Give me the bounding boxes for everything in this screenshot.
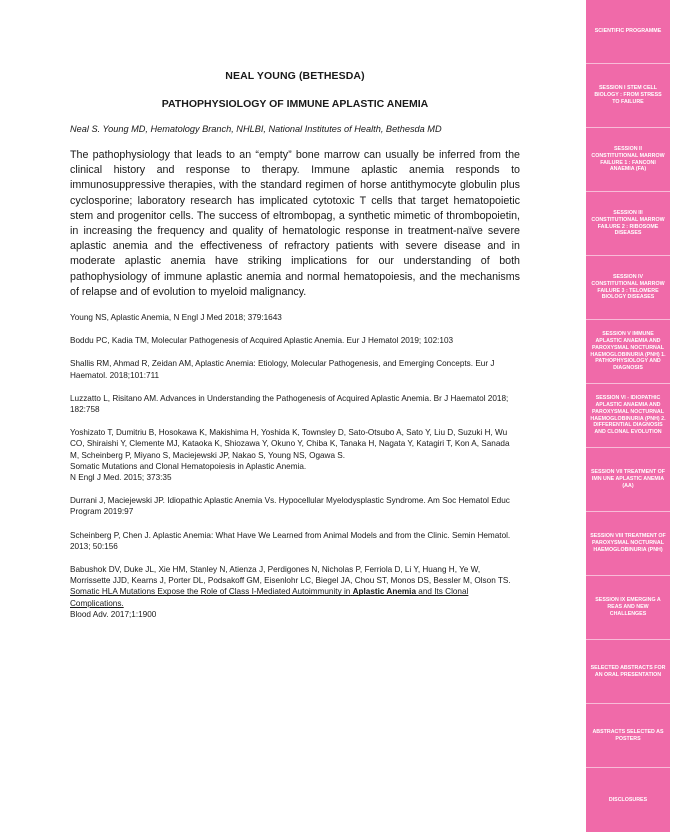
nav-poster-abstracts[interactable]: ABSTRACTS SELECTED AS POSTERS (586, 704, 670, 768)
nav-session-9[interactable]: SESSION IX EMERGING A REAS AND NEW CHALLENGES (586, 576, 670, 640)
session-sidebar (586, 0, 670, 832)
reference-authors: Yoshizato T, Dumitriu B, Hosokawa K, Makishima H, Yoshida K, Townsley D, Sato-Otsubo A, Sato Y, Liu D, Suzuki H, Wu CO, Shiraishi Y, Clemente MJ, Kataoka K, Shiozawa Y, Okuno Y, Chiba K, Tanaka H, Nagata Y, Katagiri T, Kon A, Sanada M, Scheinberg P, Miyano S, Maciejewski JP, Nakao S, Young NS, Ogawa S. (70, 428, 510, 460)
nav-session-5[interactable]: SESSION V IMMUNE APLASTIC ANAEMIA AND PAROXYSMAL NOCTURNAL HAEMOGLOBINURIA (PNH) 1. PATHOPHYSIOLOGY AND DIAGNOSIS (586, 320, 670, 384)
nav-oral-abstracts[interactable]: SELECTED ABSTRACTS FOR AN ORAL PRESENTATION (586, 640, 670, 704)
nav-disclosures[interactable]: DISCLOSURES (608, 796, 648, 803)
nav-session-7[interactable]: SESSION VII TREATMENT OF IMN UNE APLASTIC ANEMIA (AA) (586, 448, 670, 512)
speaker-heading: NEAL YOUNG (BETHESDA) (225, 70, 365, 82)
reference-list (70, 312, 520, 620)
reference-item: Durrani J, Maciejewski JP. Idiopathic Aplastic Anemia Vs. Hypocellular Myelodysplastic Syndrome. Am Soc Hematol Educ Program 2019:97 (70, 496, 510, 517)
reference-item: Young NS, Aplastic Anemia, N Engl J Med 2018; 379:1643 (70, 313, 282, 323)
reference-journal: N Engl J Med. 2015; 373:35 (70, 473, 172, 483)
reference-title-link[interactable] (70, 587, 468, 607)
abstract-title: PATHOPHYSIOLOGY OF IMMUNE APLASTIC ANEMIA (161, 98, 429, 110)
author-affiliation: Neal S. Young MD, Hematology Branch, NHLBI, National Institutes of Health, Bethesda MD (70, 124, 442, 134)
nav-session-6[interactable]: SESSION VI - IDIOPATHIC APLASTIC ANAEMIA AND PAROXYSMAL NOCTURNAL HAEMOGLOBINURIA (PNH) 2. DIFFERENTIAL DIAGNOSIS AND CLONAL EVOLUTION (586, 384, 670, 448)
reference-authors: Babushok DV, Duke JL, Xie HM, Stanley N, Atienza J, Perdigones N, Nicholas P, Ferriola D, Li Y, Huang H, Ye W, Morrissette JJD, Kearns J, Porter DL, Podsakoff GM, Eisenlohr LC, Biegel JA, Chou ST, Monos DS, Bessler M, Olson TS. (70, 565, 511, 586)
reference-link-text[interactable]: Somatic HLA Mutations Expose the Role of Class I-Mediated Autoimmunity in (70, 587, 351, 597)
reference-item-yoshizato (70, 427, 520, 483)
reference-item: Scheinberg P, Chen J. Aplastic Anemia: What Have We Learned from Animal Models and from the Clinic. Semin Hematol. 2013; 50:156 (70, 530, 511, 551)
nav-session-8[interactable]: SESSION VIII TREATMENT OF PAROXYSMAL NOCTURNAL HAEMOGLOBINURIA (PNH) (586, 512, 670, 576)
nav-session-1[interactable]: SESSION I STEM CELL BIOLOGY : FROM STRESS TO FAILURE (586, 64, 670, 128)
reference-item-babushok (70, 564, 520, 620)
reference-item: Luzzatto L, Risitano AM. Advances in Understanding the Pathogenesis of Acquired Aplastic Anemia. Br J Haematol 2018; 182:758 (70, 393, 509, 415)
reference-journal: Blood Adv. 2017;1:1900 (70, 609, 157, 619)
reference-link-bold[interactable]: Aplastic Anemia (352, 587, 417, 597)
page-margin (670, 0, 676, 832)
reference-link-text-end[interactable]: and Its Clonal Complications. (70, 587, 469, 608)
nav-session-2[interactable]: SESSION II CONSTITUTIONAL MARROW FAILURE 1 : FANCONI ANAEMIA (FA) (586, 128, 670, 192)
abstract-body: The pathophysiology that leads to an “empty” bone marrow can usually be inferred from the clinical history and response to therapy. Immune aplastic anemia responds to immunosuppressive therapies, with the standard regimen of horse antithymocyte globulin plus cyclosporine; laboratory research has implicated cytotoxic T cells that target hematopoietic stem and progenitor cells. The success of eltrombopag, a synthetic mimetic of thrombopoietin, in increasing the frequency and quality of hematologic response in treatment-naïve severe aplastic anemia and the effectiveness of refractory patients with severe disease and in moderate aplastic anemia have striking implications for our understanding of both pathophysiology of immune aplastic anemia and normal hematopoiesis, and the mechanisms of relapse and of evolution to myeloid malignancy. (70, 149, 520, 298)
nav-session-3[interactable]: SESSION III CONSTITUTIONAL MARROW FAILURE 2 : RIBOSOME DISEASES (586, 192, 670, 256)
reference-title: Somatic Mutations and Clonal Hematopoiesis in Aplastic Anemia. (70, 461, 307, 471)
abstract-document (70, 70, 520, 632)
reference-item: Boddu PC, Kadia TM, Molecular Pathogenesis of Acquired Aplastic Anemia. Eur J Hematol 2019; 102:103 (70, 336, 454, 346)
reference-item: Shallis RM, Ahmad R, Zeidan AM, Aplastic Anemia: Etiology, Molecular Pathogenesis, and Emerging Concepts. Eur J Haematol. 2018;101:711 (70, 359, 495, 380)
nav-session-4[interactable]: SESSION IV CONSTITUTIONAL MARROW FAILURE 3 : TELOMERE BIOLOGY DISEASES (586, 256, 670, 320)
nav-scientific-programme[interactable]: SCIENTIFIC PROGRAMME (586, 0, 670, 64)
